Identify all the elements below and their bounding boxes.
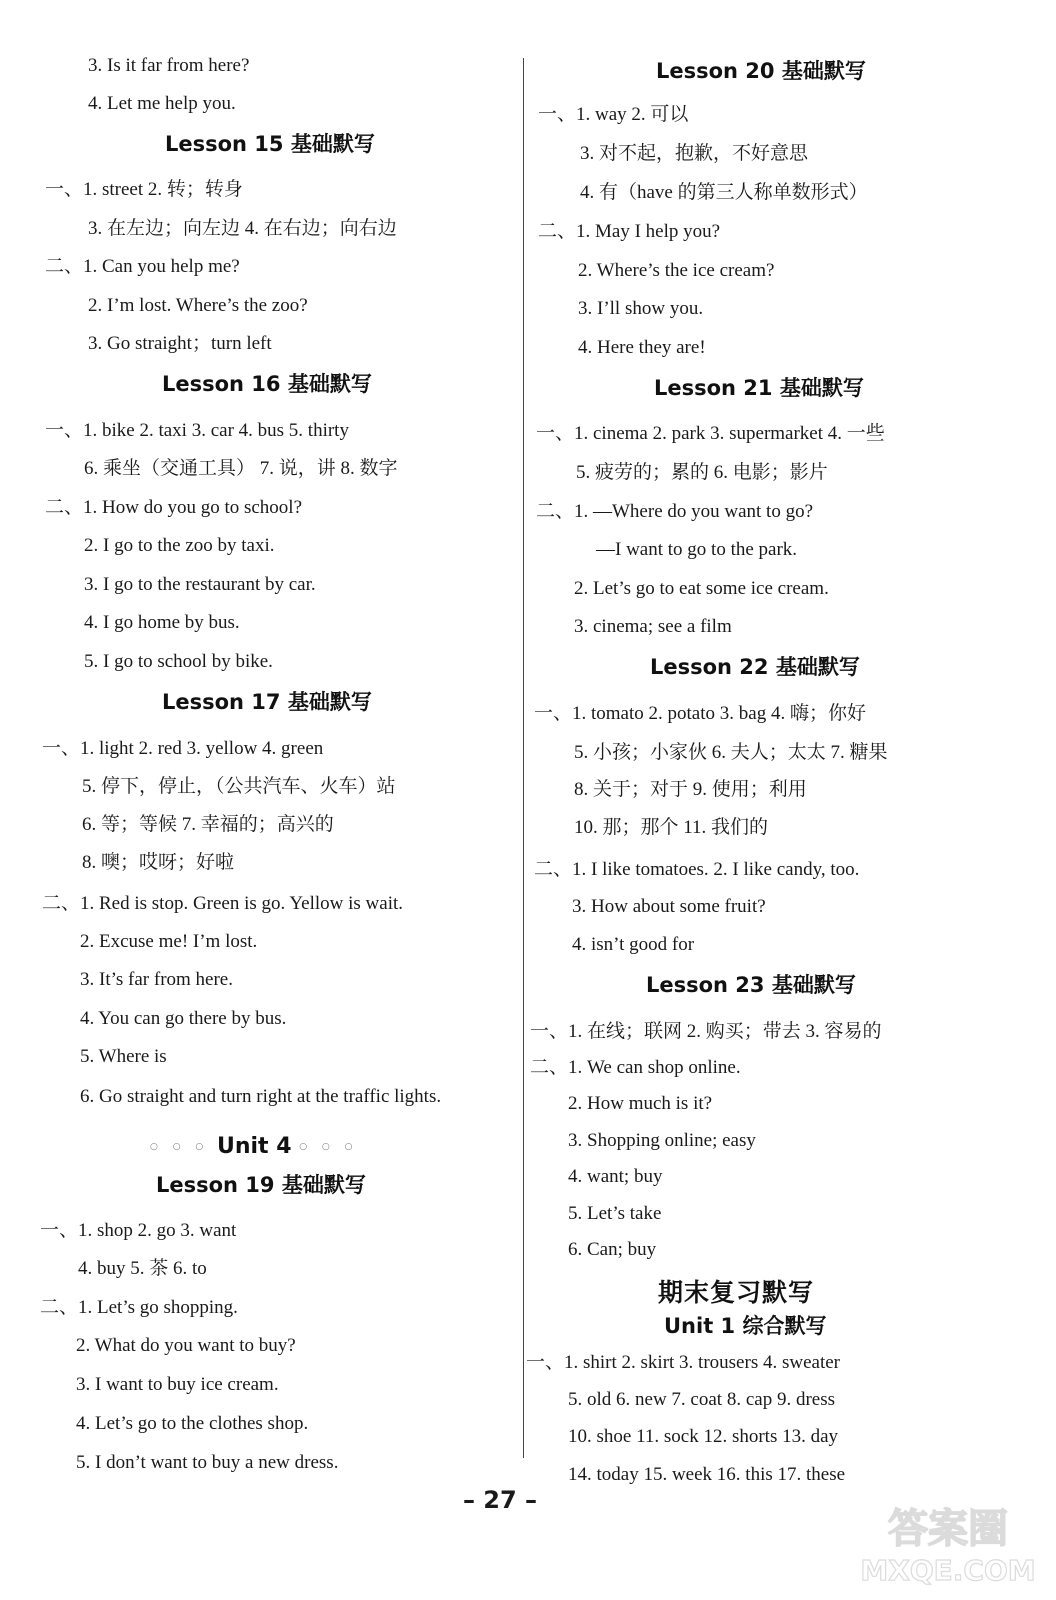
answer-line: 一、1. shop 2. go 3. want (40, 1220, 237, 1241)
answer-line: 3. 在左边；向左边 4. 在右边；向右边 (88, 218, 397, 239)
answer-line: 4. Here they are! (578, 337, 706, 358)
answer-line: 4. want; buy (568, 1166, 663, 1187)
answer-line: 3. It’s far from here. (80, 969, 233, 990)
answer-line: 8. 关于；对于 9. 使用；利用 (574, 779, 807, 800)
answer-line: 6. 乘坐（交通工具） 7. 说，讲 8. 数字 (84, 458, 398, 479)
lesson-20-heading: Lesson 20 基础默写 (656, 59, 866, 83)
answer-line: 4. You can go there by bus. (80, 1008, 287, 1029)
answer-line: 3. Is it far from here? (88, 55, 250, 76)
answer-line: 二、1. May I help you? (538, 221, 721, 242)
lesson-16-heading: Lesson 16 基础默写 (162, 372, 372, 396)
answer-line: 5. Let’s take (568, 1203, 662, 1224)
watermark-url: MXQE.COM (860, 1554, 1036, 1587)
answer-line: 3. How about some fruit? (572, 896, 766, 917)
watermark-text: 答案圈 (888, 1506, 1008, 1552)
answer-line: 一、1. light 2. red 3. yellow 4. green (42, 738, 324, 759)
unit-1-heading: Unit 1 综合默写 (664, 1314, 827, 1338)
answer-line: 3. Go straight；turn left (88, 333, 272, 354)
answer-line: 3. cinema; see a film (574, 616, 732, 637)
answer-line: 二、1. Red is stop. Green is go. Yellow is wait. (42, 893, 404, 914)
answer-line: 3. 对不起，抱歉，不好意思 (580, 143, 809, 164)
lesson-17-heading: Lesson 17 基础默写 (162, 690, 372, 714)
answer-line: 二、1. I like tomatoes. 2. I like candy, too. (534, 859, 860, 880)
decorative-dots: ○ ○ ○ (299, 1142, 359, 1152)
lesson-23-heading: Lesson 23 基础默写 (646, 973, 856, 997)
answer-line: 2. Let’s go to eat some ice cream. (574, 578, 829, 599)
answer-line: 二、1. —Where do you want to go? (536, 501, 814, 522)
answer-line: —I want to go to the park. (596, 539, 798, 560)
answer-line: 二、1. We can shop online. (530, 1057, 741, 1078)
page-number: – 27 – (462, 1486, 538, 1514)
answer-line: 一、1. bike 2. taxi 3. car 4. bus 5. thirty (45, 420, 349, 441)
unit-4-heading (150, 1133, 358, 1161)
answer-line: 2. Excuse me! I’m lost. (80, 931, 258, 952)
answer-line: 5. Where is (80, 1046, 167, 1067)
answer-line: 4. Let’s go to the clothes shop. (76, 1413, 309, 1434)
answer-line: 二、1. Can you help me? (45, 256, 240, 277)
lesson-22-heading: Lesson 22 基础默写 (650, 655, 860, 679)
decorative-dots: ○ ○ ○ (150, 1142, 210, 1152)
final-review-heading: 期末复习默写 (658, 1278, 815, 1307)
answer-line: 5. 小孩；小家伙 6. 夫人；太太 7. 糖果 (574, 742, 888, 763)
answer-line: 二、1. How do you go to school? (45, 497, 303, 518)
lesson-19-heading: Lesson 19 基础默写 (156, 1173, 366, 1197)
answer-line: 2. I’m lost. Where’s the zoo? (88, 295, 308, 316)
answer-line: 14. today 15. week 16. this 17. these (568, 1464, 846, 1485)
answer-line: 2. How much is it? (568, 1093, 713, 1114)
answer-line: 3. I go to the restaurant by car. (84, 574, 316, 595)
answer-line: 5. I go to school by bike. (84, 651, 273, 672)
answer-line: 4. 有（have 的第三人称单数形式） (580, 182, 868, 203)
answer-line: 3. Shopping online; easy (568, 1130, 756, 1151)
answer-line: 4. isn’t good for (572, 934, 695, 955)
answer-line: 2. What do you want to buy? (76, 1335, 296, 1356)
answer-line: 一、1. tomato 2. potato 3. bag 4. 嗨；你好 (534, 703, 866, 724)
answer-line: 5. old 6. new 7. coat 8. cap 9. dress (568, 1389, 835, 1410)
answer-line: 8. 噢；哎呀；好啦 (82, 852, 235, 873)
answer-line: 2. Where’s the ice cream? (578, 260, 775, 281)
answer-line: 10. 那；那个 11. 我们的 (574, 817, 769, 838)
answer-line: 6. Can; buy (568, 1239, 657, 1260)
answer-line: 5. 疲劳的；累的 6. 电影；影片 (576, 462, 828, 483)
answer-line: 10. shoe 11. sock 12. shorts 13. day (568, 1426, 839, 1447)
answer-line: 3. I want to buy ice cream. (76, 1374, 279, 1395)
answer-line: 5. 停下，停止，（公共汽车、火车）站 (82, 776, 396, 797)
answer-line: 4. Let me help you. (88, 93, 236, 114)
answer-line: 二、1. Let’s go shopping. (40, 1297, 238, 1318)
lesson-15-heading: Lesson 15 基础默写 (165, 132, 375, 156)
answer-line: 5. I don’t want to buy a new dress. (76, 1452, 339, 1473)
lesson-21-heading: Lesson 21 基础默写 (654, 376, 864, 400)
answer-line: 一、1. cinema 2. park 3. supermarket 4. 一些 (536, 423, 885, 444)
answer-line: 3. I’ll show you. (578, 298, 704, 319)
answer-line: 一、1. way 2. 可以 (538, 104, 689, 125)
answer-line: 6. 等；等候 7. 幸福的；高兴的 (82, 814, 334, 835)
answer-line: 4. buy 5. 茶 6. to (78, 1258, 207, 1279)
answer-line: 一、1. 在线；联网 2. 购买；带去 3. 容易的 (530, 1021, 882, 1042)
column-divider (523, 58, 524, 1458)
answer-line: 一、1. shirt 2. skirt 3. trousers 4. sweater (526, 1352, 840, 1373)
unit-4-title: Unit 4 (216, 1134, 292, 1159)
watermark-logo (848, 1494, 1048, 1590)
answer-line: 6. Go straight and turn right at the traffic lights. (80, 1086, 442, 1107)
answer-line: 2. I go to the zoo by taxi. (84, 535, 275, 556)
answer-line: 4. I go home by bus. (84, 612, 240, 633)
answer-line: 一、1. street 2. 转；转身 (45, 179, 243, 200)
